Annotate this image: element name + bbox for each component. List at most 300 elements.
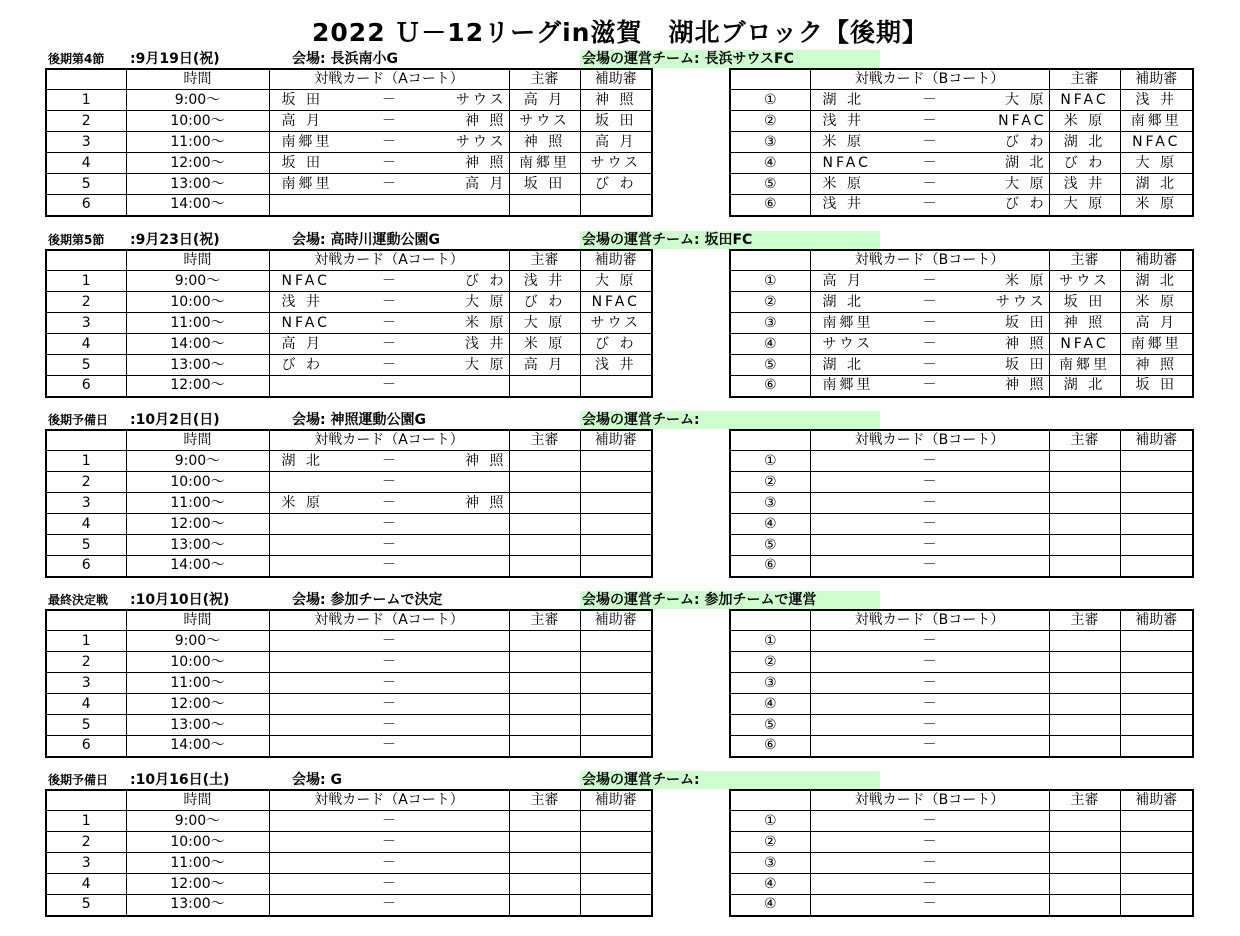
header-time: 時間: [126, 430, 269, 451]
table-row: [46, 715, 652, 736]
table-row: [46, 853, 652, 874]
table-row: [730, 292, 1193, 313]
referee-cell: [1049, 556, 1120, 577]
match-no: ①: [730, 271, 810, 292]
away-team: 米 原: [465, 314, 507, 331]
header-time: 時間: [126, 610, 269, 631]
referee-cell: [509, 673, 580, 694]
vs-dash: －: [382, 632, 396, 649]
assistant-cell: [580, 694, 652, 715]
match-time: 11:00～: [126, 673, 269, 694]
table-row: [46, 376, 652, 397]
match-time: 13:00～: [126, 535, 269, 556]
referee-cell: [509, 715, 580, 736]
vs-dash: －: [382, 875, 396, 892]
section-date: :10月10日(祝): [130, 592, 230, 608]
match-card: [810, 376, 1049, 397]
vs-dash: －: [922, 695, 937, 712]
table-row: [730, 694, 1193, 715]
table-row: [730, 535, 1193, 556]
table-row: [46, 832, 652, 853]
home-team: 湖 北: [822, 356, 864, 373]
match-no: ④: [730, 514, 810, 535]
table-row: [730, 472, 1193, 493]
match-card: [269, 874, 509, 895]
away-team: 神 照: [465, 154, 507, 171]
match-card: [810, 111, 1049, 132]
section-header: [0, 50, 1240, 68]
match-no: 4: [46, 874, 126, 895]
table-header-row: [46, 430, 652, 451]
assistant-cell: び わ: [580, 174, 652, 195]
vs-dash: －: [382, 452, 396, 469]
assistant-cell: 米 原: [1120, 292, 1193, 313]
assistant-cell: 神 照: [580, 90, 652, 111]
match-time: 11:00～: [126, 313, 269, 334]
table-row: [46, 174, 652, 195]
match-no: ①: [730, 811, 810, 832]
match-card: [269, 174, 509, 195]
assistant-cell: [1120, 832, 1193, 853]
match-card: [810, 556, 1049, 577]
away-team: 高 月: [465, 175, 507, 192]
match-no: ⑥: [730, 376, 810, 397]
referee-cell: 大 原: [509, 313, 580, 334]
match-no: 3: [46, 132, 126, 153]
match-no: 1: [46, 271, 126, 292]
assistant-cell: [1120, 874, 1193, 895]
home-team: 南郷里: [822, 314, 874, 331]
section-date: :9月19日(祝): [130, 51, 220, 67]
match-no: 5: [46, 895, 126, 916]
vs-dash: －: [382, 154, 396, 171]
match-no: 5: [46, 535, 126, 556]
match-no: 4: [46, 694, 126, 715]
match-no: 5: [46, 715, 126, 736]
home-team: 米 原: [822, 133, 864, 150]
match-no: ②: [730, 292, 810, 313]
vs-dash: －: [922, 716, 937, 733]
referee-cell: [509, 535, 580, 556]
match-no: ⑤: [730, 174, 810, 195]
home-team: び わ: [281, 356, 323, 373]
match-no: 2: [46, 292, 126, 313]
table-row: [46, 355, 652, 376]
match-no: ⑥: [730, 195, 810, 216]
match-no: 6: [46, 556, 126, 577]
match-card: [269, 673, 509, 694]
assistant-cell: [1120, 694, 1193, 715]
referee-cell: [1049, 514, 1120, 535]
match-card: [810, 715, 1049, 736]
table-header-row: [46, 69, 652, 90]
assistant-cell: [1120, 715, 1193, 736]
away-team: 坂 田: [1005, 356, 1047, 373]
table-row: [730, 811, 1193, 832]
match-card: [810, 631, 1049, 652]
match-no: 6: [46, 376, 126, 397]
match-time: 12:00～: [126, 694, 269, 715]
section-header: [0, 591, 1240, 609]
vs-dash: －: [922, 91, 937, 108]
match-no: 3: [46, 673, 126, 694]
header-referee: 主審: [509, 430, 580, 451]
table-header-row: [730, 250, 1193, 271]
assistant-cell: [580, 514, 652, 535]
vs-dash: －: [382, 293, 396, 310]
referee-cell: [509, 694, 580, 715]
section-label: 後期第5節: [48, 233, 105, 247]
match-card: [810, 652, 1049, 673]
referee-cell: [509, 514, 580, 535]
table-row: [730, 153, 1193, 174]
header-referee: 主審: [509, 610, 580, 631]
table-row: [46, 334, 652, 355]
section-label: 最終決定戦: [48, 593, 109, 607]
court-b-table: [729, 429, 1194, 578]
vs-dash: －: [922, 494, 937, 511]
match-card: [269, 895, 509, 916]
match-card: [269, 355, 509, 376]
match-card: [269, 652, 509, 673]
match-time: 10:00～: [126, 292, 269, 313]
match-card: [810, 292, 1049, 313]
header-referee: 主審: [509, 250, 580, 271]
section-venue: 会場: 神照運動公園G: [292, 412, 426, 428]
table-row: [46, 153, 652, 174]
vs-dash: －: [922, 557, 937, 574]
header-card-b: 対戦カード（Bコート）: [810, 250, 1049, 271]
section-header: [0, 231, 1240, 249]
referee-cell: [1049, 811, 1120, 832]
section-date: :10月16日(土): [130, 772, 230, 788]
table-row: [46, 514, 652, 535]
section-operator: 会場の運営チーム: 参加チームで運営: [580, 591, 880, 609]
header-referee: 主審: [1049, 250, 1120, 271]
section-operator: 会場の運営チーム: 長浜サウスFC: [580, 50, 880, 68]
match-card: [810, 895, 1049, 916]
assistant-cell: 湖 北: [1120, 271, 1193, 292]
match-no: ③: [730, 313, 810, 334]
table-row: [46, 493, 652, 514]
away-team: サウス: [995, 293, 1047, 310]
match-time: 13:00～: [126, 174, 269, 195]
match-no: ①: [730, 90, 810, 111]
match-card: [810, 874, 1049, 895]
home-team: 高 月: [281, 112, 323, 129]
match-card: [810, 451, 1049, 472]
referee-cell: [1049, 895, 1120, 916]
vs-dash: －: [382, 833, 396, 850]
vs-dash: －: [382, 536, 396, 553]
referee-cell: [509, 631, 580, 652]
match-card: [810, 514, 1049, 535]
section-venue: 会場: 高時川運動公園G: [292, 232, 440, 248]
vs-dash: －: [922, 133, 937, 150]
table-row: [730, 195, 1193, 216]
vs-dash: －: [922, 674, 937, 691]
match-no: ⑤: [730, 715, 810, 736]
match-card: [810, 90, 1049, 111]
home-team: 浅 井: [822, 112, 864, 129]
match-time: 9:00～: [126, 451, 269, 472]
header-card-a: 対戦カード（Aコート）: [269, 430, 509, 451]
match-no: ④: [730, 874, 810, 895]
match-no: 6: [46, 195, 126, 216]
table-row: [730, 355, 1193, 376]
court-b-table: [729, 249, 1194, 398]
table-row: [46, 652, 652, 673]
match-no: ④: [730, 895, 810, 916]
referee-cell: [509, 472, 580, 493]
header-card-b: 対戦カード（Bコート）: [810, 69, 1049, 90]
table-row: [46, 811, 652, 832]
referee-cell: [509, 652, 580, 673]
referee-cell: [1049, 472, 1120, 493]
home-team: 米 原: [822, 175, 864, 192]
match-no: ⑤: [730, 535, 810, 556]
table-row: [46, 694, 652, 715]
table-row: [46, 271, 652, 292]
match-no: ③: [730, 132, 810, 153]
match-card: [810, 313, 1049, 334]
section-date: :9月23日(祝): [130, 232, 220, 248]
assistant-cell: 大 原: [580, 271, 652, 292]
assistant-cell: [1120, 472, 1193, 493]
away-team: NFAC: [998, 112, 1047, 129]
referee-cell: 坂 田: [509, 174, 580, 195]
header-card-a: 対戦カード（Aコート）: [269, 610, 509, 631]
away-team: サウス: [455, 133, 507, 150]
table-row: [46, 535, 652, 556]
match-no: ④: [730, 334, 810, 355]
match-time: 12:00～: [126, 874, 269, 895]
match-card: [269, 271, 509, 292]
match-no: 1: [46, 811, 126, 832]
assistant-cell: [1120, 853, 1193, 874]
vs-dash: －: [922, 812, 937, 829]
match-card: [269, 736, 509, 757]
assistant-cell: 坂 田: [580, 111, 652, 132]
match-no: 1: [46, 451, 126, 472]
vs-dash: －: [382, 812, 396, 829]
match-time: 11:00～: [126, 132, 269, 153]
table-header-row: [730, 69, 1193, 90]
away-team: 大 原: [465, 356, 507, 373]
section-date: :10月2日(日): [130, 412, 220, 428]
referee-cell: 浅 井: [1049, 174, 1120, 195]
vs-dash: －: [922, 515, 937, 532]
assistant-cell: 高 月: [1120, 313, 1193, 334]
vs-dash: －: [382, 854, 396, 871]
assistant-cell: [580, 895, 652, 916]
section-operator: 会場の運営チーム: 坂田FC: [580, 231, 880, 249]
match-no: 3: [46, 853, 126, 874]
header-assistant: 補助審: [1120, 430, 1193, 451]
table-row: [730, 652, 1193, 673]
match-time: 9:00～: [126, 90, 269, 111]
referee-cell: 米 原: [1049, 111, 1120, 132]
match-time: 13:00～: [126, 715, 269, 736]
vs-dash: －: [922, 314, 937, 331]
match-card: [810, 195, 1049, 216]
assistant-cell: 大 原: [1120, 153, 1193, 174]
referee-cell: [509, 853, 580, 874]
table-row: [46, 874, 652, 895]
match-card: [269, 853, 509, 874]
header-card-b: 対戦カード（Bコート）: [810, 430, 1049, 451]
referee-cell: [509, 376, 580, 397]
match-card: [810, 535, 1049, 556]
match-time: 13:00～: [126, 355, 269, 376]
table-row: [46, 556, 652, 577]
referee-cell: [509, 874, 580, 895]
match-card: [810, 153, 1049, 174]
match-no: ③: [730, 493, 810, 514]
match-card: [810, 334, 1049, 355]
vs-dash: －: [922, 653, 937, 670]
match-time: 13:00～: [126, 895, 269, 916]
court-b-table: [729, 609, 1194, 758]
header-card-b: 対戦カード（Bコート）: [810, 610, 1049, 631]
assistant-cell: [580, 715, 652, 736]
table-row: [730, 376, 1193, 397]
vs-dash: －: [382, 314, 396, 331]
table-row: [46, 90, 652, 111]
section-label: 後期第4節: [48, 52, 105, 66]
home-team: 湖 北: [822, 91, 864, 108]
section-label: 後期予備日: [48, 413, 109, 427]
assistant-cell: 坂 田: [1120, 376, 1193, 397]
away-team: 神 照: [465, 112, 507, 129]
match-card: [810, 832, 1049, 853]
assistant-cell: [580, 535, 652, 556]
assistant-cell: サウス: [580, 153, 652, 174]
vs-dash: －: [382, 737, 396, 754]
referee-cell: 高 月: [509, 90, 580, 111]
header-no: [46, 610, 126, 631]
header-assistant: 補助審: [580, 610, 652, 631]
match-card: [269, 514, 509, 535]
vs-dash: －: [382, 335, 396, 352]
match-time: 9:00～: [126, 631, 269, 652]
referee-cell: [1049, 694, 1120, 715]
vs-dash: －: [382, 896, 396, 913]
header-time: 時間: [126, 69, 269, 90]
referee-cell: 南郷里: [1049, 355, 1120, 376]
match-card: [810, 493, 1049, 514]
table-row: [730, 853, 1193, 874]
assistant-cell: [580, 376, 652, 397]
header-no: [730, 69, 810, 90]
table-row: [46, 313, 652, 334]
referee-cell: 神 照: [1049, 313, 1120, 334]
header-no: [730, 610, 810, 631]
section-venue: 会場: 長浜南小G: [292, 51, 398, 67]
vs-dash: －: [382, 356, 396, 373]
vs-dash: －: [382, 272, 396, 289]
court-a-table: [45, 609, 653, 758]
match-card: [269, 535, 509, 556]
referee-cell: [1049, 451, 1120, 472]
table-row: [730, 451, 1193, 472]
vs-dash: －: [382, 716, 396, 733]
referee-cell: 坂 田: [1049, 292, 1120, 313]
section-header: [0, 411, 1240, 429]
match-card: [269, 694, 509, 715]
vs-dash: －: [382, 112, 396, 129]
vs-dash: －: [382, 653, 396, 670]
vs-dash: －: [922, 875, 937, 892]
assistant-cell: 浅 井: [580, 355, 652, 376]
table-row: [730, 493, 1193, 514]
match-card: [269, 90, 509, 111]
match-card: [269, 334, 509, 355]
table-row: [46, 736, 652, 757]
assistant-cell: [580, 811, 652, 832]
match-no: 1: [46, 631, 126, 652]
match-no: 6: [46, 736, 126, 757]
match-no: 3: [46, 313, 126, 334]
table-row: [730, 673, 1193, 694]
header-no: [46, 69, 126, 90]
vs-dash: －: [922, 335, 937, 352]
match-time: 10:00～: [126, 652, 269, 673]
vs-dash: －: [922, 272, 937, 289]
table-row: [730, 271, 1193, 292]
page-title: 2022 Ｕ－12リーグin滋賀 湖北ブロック【後期】: [312, 18, 928, 47]
match-time: 14:00～: [126, 195, 269, 216]
vs-dash: －: [922, 377, 937, 394]
header-assistant: 補助審: [580, 430, 652, 451]
section-venue: 会場: 参加チームで決定: [292, 592, 443, 608]
vs-dash: －: [382, 695, 396, 712]
match-card: [269, 132, 509, 153]
header-card-a: 対戦カード（Aコート）: [269, 790, 509, 811]
match-no: ⑥: [730, 556, 810, 577]
match-time: 12:00～: [126, 514, 269, 535]
table-header-row: [730, 790, 1193, 811]
table-header-row: [46, 610, 652, 631]
table-row: [730, 334, 1193, 355]
away-team: 大 原: [1005, 91, 1047, 108]
match-card: [810, 853, 1049, 874]
match-no: 4: [46, 153, 126, 174]
assistant-cell: [580, 673, 652, 694]
home-team: 湖 北: [822, 293, 864, 310]
assistant-cell: [580, 631, 652, 652]
table-row: [46, 292, 652, 313]
vs-dash: －: [922, 833, 937, 850]
match-time: 12:00～: [126, 153, 269, 174]
match-card: [810, 673, 1049, 694]
referee-cell: [509, 736, 580, 757]
match-no: ⑥: [730, 736, 810, 757]
match-no: 4: [46, 514, 126, 535]
match-time: 10:00～: [126, 832, 269, 853]
home-team: サウス: [822, 335, 874, 352]
home-team: 浅 井: [281, 293, 323, 310]
match-card: [810, 355, 1049, 376]
assistant-cell: [1120, 451, 1193, 472]
header-assistant: 補助審: [1120, 69, 1193, 90]
section-venue: 会場: G: [292, 772, 342, 788]
assistant-cell: [580, 451, 652, 472]
assistant-cell: [580, 472, 652, 493]
assistant-cell: NFAC: [1120, 132, 1193, 153]
match-no: ④: [730, 153, 810, 174]
home-team: 坂 田: [281, 91, 323, 108]
